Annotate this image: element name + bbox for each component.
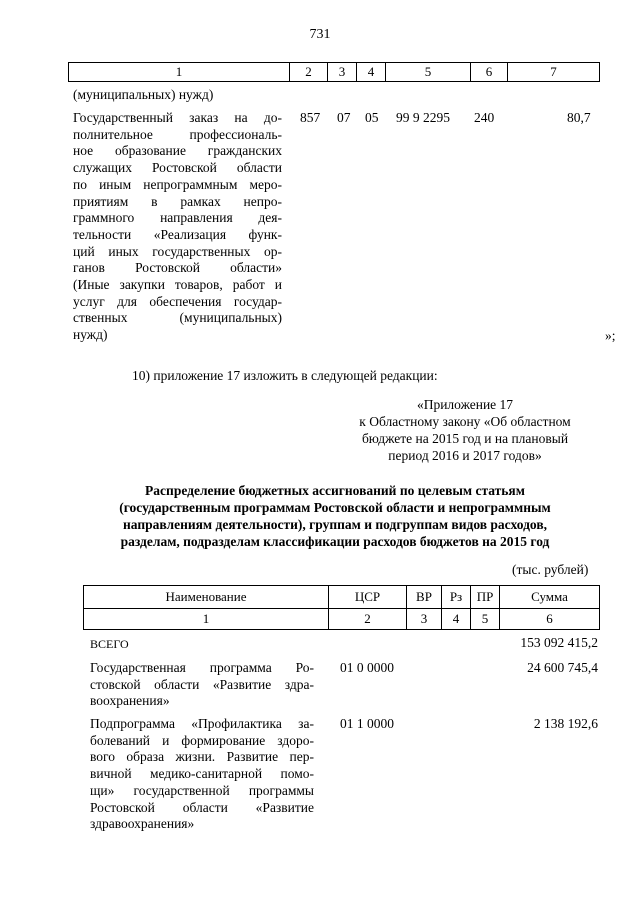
amendment-paragraph: 10) приложение 17 изложить в следующей редакции: — [132, 368, 438, 383]
unit-label: (тыс. рублей) — [512, 562, 589, 577]
title-line: (государственным программам Ростовской области и непрограммным — [119, 500, 551, 515]
row-sum: 24 600 745,4 — [527, 660, 598, 675]
top-col-2: 2 — [290, 63, 328, 82]
name-line: Государственная программа Ро- — [90, 660, 314, 675]
header-name: Наименование — [84, 586, 329, 609]
name-line: Подпрограмма «Профилактика за- — [90, 716, 314, 731]
name-line: ций иных государственных ор- — [73, 243, 282, 259]
header-csr: ЦСР — [329, 586, 407, 609]
name-line: Государственный заказ на до- — [73, 110, 282, 125]
appendix-line: «Приложение 17 — [416, 397, 514, 412]
appendix-heading — [330, 396, 600, 464]
name-line: щи» государственной программы — [90, 782, 314, 798]
name-line: нужд) — [73, 327, 108, 343]
header-pr: ПР — [471, 586, 500, 609]
top-table-header — [68, 62, 600, 82]
name-line: полнительное профессиональ- — [73, 126, 282, 142]
row-csr: 01 1 0000 — [340, 716, 394, 731]
name-line: по иным непрограммным меро- — [73, 176, 282, 192]
name-line: ганов Ростовской области» — [73, 260, 282, 276]
row-name — [90, 660, 314, 710]
top-row-c5: 99 9 2295 — [396, 110, 450, 125]
top-col-4: 4 — [357, 63, 386, 82]
row-sum: 2 138 192,6 — [533, 716, 598, 731]
name-line: Ростовской области «Развитие — [90, 799, 314, 815]
colnum-2: 2 — [329, 609, 407, 630]
appendix-line: период 2016 и 2017 годов» — [388, 448, 542, 463]
title-line: Распределение бюджетных ассигнований по целевым статьям — [145, 483, 525, 498]
name-line: вого образа жизни. Развитие пер- — [90, 749, 314, 765]
name-line: служащих Ростовской области — [73, 160, 282, 176]
top-row-c2: 857 — [300, 110, 321, 125]
closing-quote: »; — [605, 328, 616, 343]
top-col-3: 3 — [328, 63, 357, 82]
document-title — [75, 482, 595, 550]
name-line: приятиям в рамках непро- — [73, 193, 282, 209]
appendix-line: к Областному закону «Об областном — [359, 414, 571, 429]
top-col-1: 1 — [69, 63, 290, 82]
continuation-text: (муниципальных) нужд) — [73, 87, 214, 102]
top-row-c3: 07 — [337, 110, 351, 125]
top-col-5: 5 — [386, 63, 471, 82]
colnum-6: 6 — [500, 609, 600, 630]
top-col-7: 7 — [508, 63, 600, 82]
title-line: разделам, подразделам классификации расходов бюджетов на 2015 год — [120, 534, 550, 549]
name-line: ственных (муниципальных) — [73, 310, 282, 326]
name-line: граммного направления дея- — [73, 210, 282, 226]
name-line: вичной медико-санитарной помо- — [90, 766, 314, 782]
name-line: (Иные закупки товаров, работ и — [73, 277, 282, 293]
colnum-5: 5 — [471, 609, 500, 630]
name-line: услуг для обеспечения государ- — [73, 293, 282, 309]
top-row-c6: 240 — [474, 110, 495, 125]
colnum-3: 3 — [407, 609, 442, 630]
name-line: стовской области «Развитие здра- — [90, 676, 314, 692]
title-line: направлениям деятельности), группам и подгруппам видов расходов, — [123, 517, 547, 532]
top-row-c7: 80,7 — [567, 110, 591, 125]
header-rz: Рз — [442, 586, 471, 609]
row-name — [90, 716, 314, 833]
page-number: 731 — [309, 27, 331, 42]
main-table-header — [83, 585, 600, 630]
appendix-line: бюджете на 2015 год и на плановый — [361, 431, 569, 446]
name-line: тельности «Реализация функ- — [73, 226, 282, 242]
name-line: воохранения» — [90, 693, 170, 709]
total-label: ВСЕГО — [90, 637, 129, 651]
top-row-name — [73, 110, 282, 344]
total-sum: 153 092 415,2 — [520, 635, 598, 650]
top-col-6: 6 — [471, 63, 508, 82]
header-vr: ВР — [407, 586, 442, 609]
row-csr: 01 0 0000 — [340, 660, 394, 675]
name-line: болеваний и формирование здоро- — [90, 732, 314, 748]
top-row-c4: 05 — [365, 110, 379, 125]
colnum-1: 1 — [84, 609, 329, 630]
header-sum: Сумма — [500, 586, 600, 609]
colnum-4: 4 — [442, 609, 471, 630]
name-line: здравоохранения» — [90, 816, 195, 832]
name-line: ное образование гражданских — [73, 143, 282, 159]
